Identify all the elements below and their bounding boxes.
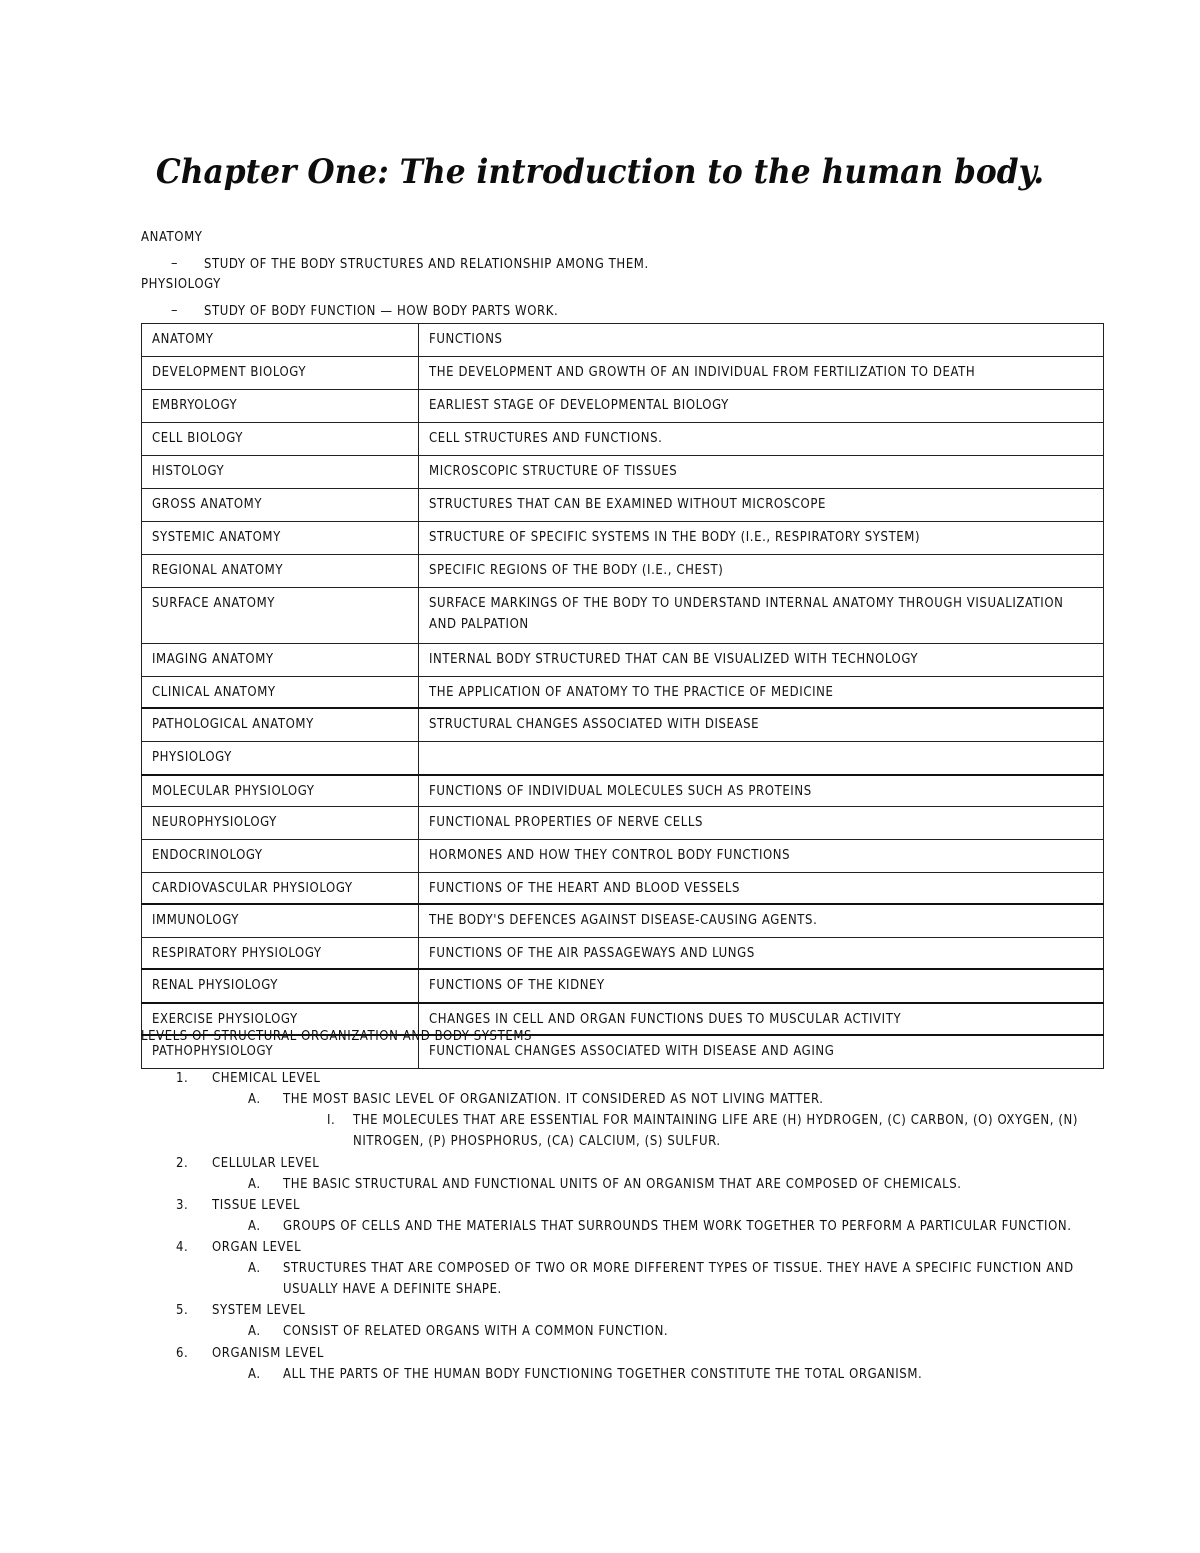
sub-item-text: ALL THE PARTS OF THE HUMAN BODY FUNCTIONING TOGETHER CONSTITUTE THE TOTAL ORGANISM. [283,1367,923,1382]
table-cell-term: REGIONAL ANATOMY [142,555,419,588]
sub-marker: A. [248,1219,261,1234]
list-number: 1. [176,1071,189,1086]
sub-item-text: CONSIST OF RELATED ORGANS WITH A COMMON FUNCTION. [283,1324,669,1339]
table-cell-term: SYSTEMIC ANATOMY [142,522,419,555]
table-cell-term: HISTOLOGY [142,456,419,489]
table-cell-function: INTERNAL BODY STRUCTURED THAT CAN BE VISUALIZED WITH TECHNOLOGY [419,644,1104,677]
table-cell-term: NEUROPHYSIOLOGY [142,807,419,840]
table-row [142,489,1104,522]
table-cell-function: STRUCTURE OF SPECIFIC SYSTEMS IN THE BODY (I.E., RESPIRATORY SYSTEM) [419,522,1104,555]
physiology-heading: PHYSIOLOGY [141,277,221,292]
sub-marker: A. [248,1092,261,1107]
list-item-label: SYSTEM LEVEL [212,1303,306,1318]
levels-heading: LEVELS OF STRUCTURAL ORGANIZATION AND BODY SYSTEMS [141,1029,533,1044]
table-cell-function: FUNCTIONAL CHANGES ASSOCIATED WITH DISEASE AND AGING [419,1035,1104,1069]
table-cell-function: CELL STRUCTURES AND FUNCTIONS. [419,423,1104,456]
table-row [142,840,1104,873]
list-item-label: ORGAN LEVEL [212,1240,302,1255]
table-cell-function: THE DEVELOPMENT AND GROWTH OF AN INDIVIDUAL FROM FERTILIZATION TO DEATH [419,357,1104,390]
list-number: 3. [176,1198,189,1213]
table-cell-term: PATHOLOGICAL ANATOMY [142,708,419,742]
table-row [142,390,1104,423]
table-row [142,775,1104,807]
subsub-item-text-continued: NITROGEN, (P) PHOSPHORUS, (CA) CALCIUM, (S) SULFUR. [353,1134,721,1149]
sub-marker: A. [248,1177,261,1192]
table-cell-term: CLINICAL ANATOMY [142,677,419,709]
anatomy-heading: ANATOMY [141,230,203,245]
table-row [142,555,1104,588]
table-cell-term: IMMUNOLOGY [142,904,419,938]
bullet-dash: – [171,256,178,271]
physiology-definition: STUDY OF BODY FUNCTION — HOW BODY PARTS WORK. [204,304,559,319]
list-item-label: TISSUE LEVEL [212,1198,301,1213]
table-cell-term: IMAGING ANATOMY [142,644,419,677]
table-cell-term: MOLECULAR PHYSIOLOGY [142,775,419,807]
table-cell-function: FUNCTIONS OF THE HEART AND BLOOD VESSELS [419,873,1104,905]
table-row [142,904,1104,938]
bullet-dash: – [171,303,178,318]
table-row [142,677,1104,709]
table-row [142,522,1104,555]
list-item-label: CHEMICAL LEVEL [212,1071,321,1086]
list-number: 5. [176,1303,189,1318]
table-cell-term: CELL BIOLOGY [142,423,419,456]
table-cell-function: SURFACE MARKINGS OF THE BODY TO UNDERSTAND INTERNAL ANATOMY THROUGH VISUALIZATION AND PALPATION [419,588,1104,644]
table-cell-function: THE BODY'S DEFENCES AGAINST DISEASE-CAUSING AGENTS. [419,904,1104,938]
sub-item-text: THE BASIC STRUCTURAL AND FUNCTIONAL UNITS OF AN ORGANISM THAT ARE COMPOSED OF CHEMICALS. [283,1177,962,1192]
sub-item-text: GROUPS OF CELLS AND THE MATERIALS THAT SURROUNDS THEM WORK TOGETHER TO PERFORM A PARTICULAR FUNCTION. [283,1219,1072,1234]
table-row [142,873,1104,905]
table-cell-function: FUNCTIONS OF THE AIR PASSAGEWAYS AND LUNGS [419,938,1104,970]
table-cell-function: HORMONES AND HOW THEY CONTROL BODY FUNCTIONS [419,840,1104,873]
table-row [142,644,1104,677]
sub-marker: A. [248,1261,261,1276]
table-cell-function: FUNCTIONAL PROPERTIES OF NERVE CELLS [419,807,1104,840]
sub-marker: A. [248,1324,261,1339]
table-header-cell: FUNCTIONS [419,324,1104,357]
table-cell-function: FUNCTIONS OF INDIVIDUAL MOLECULES SUCH AS PROTEINS [419,775,1104,807]
list-item-label: ORGANISM LEVEL [212,1346,325,1361]
table-cell-function: SPECIFIC REGIONS OF THE BODY (I.E., CHEST) [419,555,1104,588]
table-cell-term: CARDIOVASCULAR PHYSIOLOGY [142,873,419,905]
table-cell-term: EMBRYOLOGY [142,390,419,423]
table-row [142,938,1104,970]
list-item-label: CELLULAR LEVEL [212,1156,320,1171]
sub-marker: A. [248,1367,261,1382]
table-row [142,708,1104,742]
table-cell-function: CHANGES IN CELL AND ORGAN FUNCTIONS DUES TO MUSCULAR ACTIVITY [419,1003,1104,1035]
table-header-cell: ANATOMY [142,324,419,357]
table-cell-term: PATHOPHYSIOLOGY [142,1035,419,1069]
table-cell-function: THE APPLICATION OF ANATOMY TO THE PRACTICE OF MEDICINE [419,677,1104,709]
table-row [142,456,1104,489]
table-row [142,969,1104,1003]
table-header-row [142,324,1104,357]
table-cell-function: STRUCTURES THAT CAN BE EXAMINED WITHOUT MICROSCOPE [419,489,1104,522]
table-row [142,588,1104,644]
sub-item-text: THE MOST BASIC LEVEL OF ORGANIZATION. IT CONSIDERED AS NOT LIVING MATTER. [283,1092,824,1107]
list-number: 6. [176,1346,189,1361]
table-row [142,807,1104,840]
table-cell-function: EARLIEST STAGE OF DEVELOPMENTAL BIOLOGY [419,390,1104,423]
table-cell-term: GROSS ANATOMY [142,489,419,522]
table-cell-term: SURFACE ANATOMY [142,588,419,644]
table-cell-function: STRUCTURAL CHANGES ASSOCIATED WITH DISEASE [419,708,1104,742]
sub-item-text-continued: USUALLY HAVE A DEFINITE SHAPE. [283,1282,502,1297]
table-cell-function: FUNCTIONS OF THE KIDNEY [419,969,1104,1003]
table-row [142,357,1104,390]
anatomy-definition: STUDY OF THE BODY STRUCTURES AND RELATIONSHIP AMONG THEM. [204,257,649,272]
table-cell-term: DEVELOPMENT BIOLOGY [142,357,419,390]
page-title: Chapter One: The introduction to the human body. [155,152,1045,192]
subsub-item-text: THE MOLECULES THAT ARE ESSENTIAL FOR MAINTAINING LIFE ARE (H) HYDROGEN, (C) CARBON, (O) OXYGEN, (N) [353,1113,1079,1128]
table-cell-term: PHYSIOLOGY [142,742,419,776]
table-cell-term: RESPIRATORY PHYSIOLOGY [142,938,419,970]
subsub-marker: I. [327,1113,336,1128]
table-row [142,423,1104,456]
table-cell-term: RENAL PHYSIOLOGY [142,969,419,1003]
anatomy-functions-table [141,323,1104,1069]
sub-item-text: STRUCTURES THAT ARE COMPOSED OF TWO OR MORE DIFFERENT TYPES OF TISSUE. THEY HAVE A SPECIFIC FUNCTION AND [283,1261,1074,1276]
table-cell-function: MICROSCOPIC STRUCTURE OF TISSUES [419,456,1104,489]
table-cell-term: EXERCISE PHYSIOLOGY [142,1003,419,1035]
list-number: 2. [176,1156,189,1171]
table-cell-term: ENDOCRINOLOGY [142,840,419,873]
table-row [142,742,1104,776]
table-cell-function [419,742,1104,776]
list-number: 4. [176,1240,189,1255]
